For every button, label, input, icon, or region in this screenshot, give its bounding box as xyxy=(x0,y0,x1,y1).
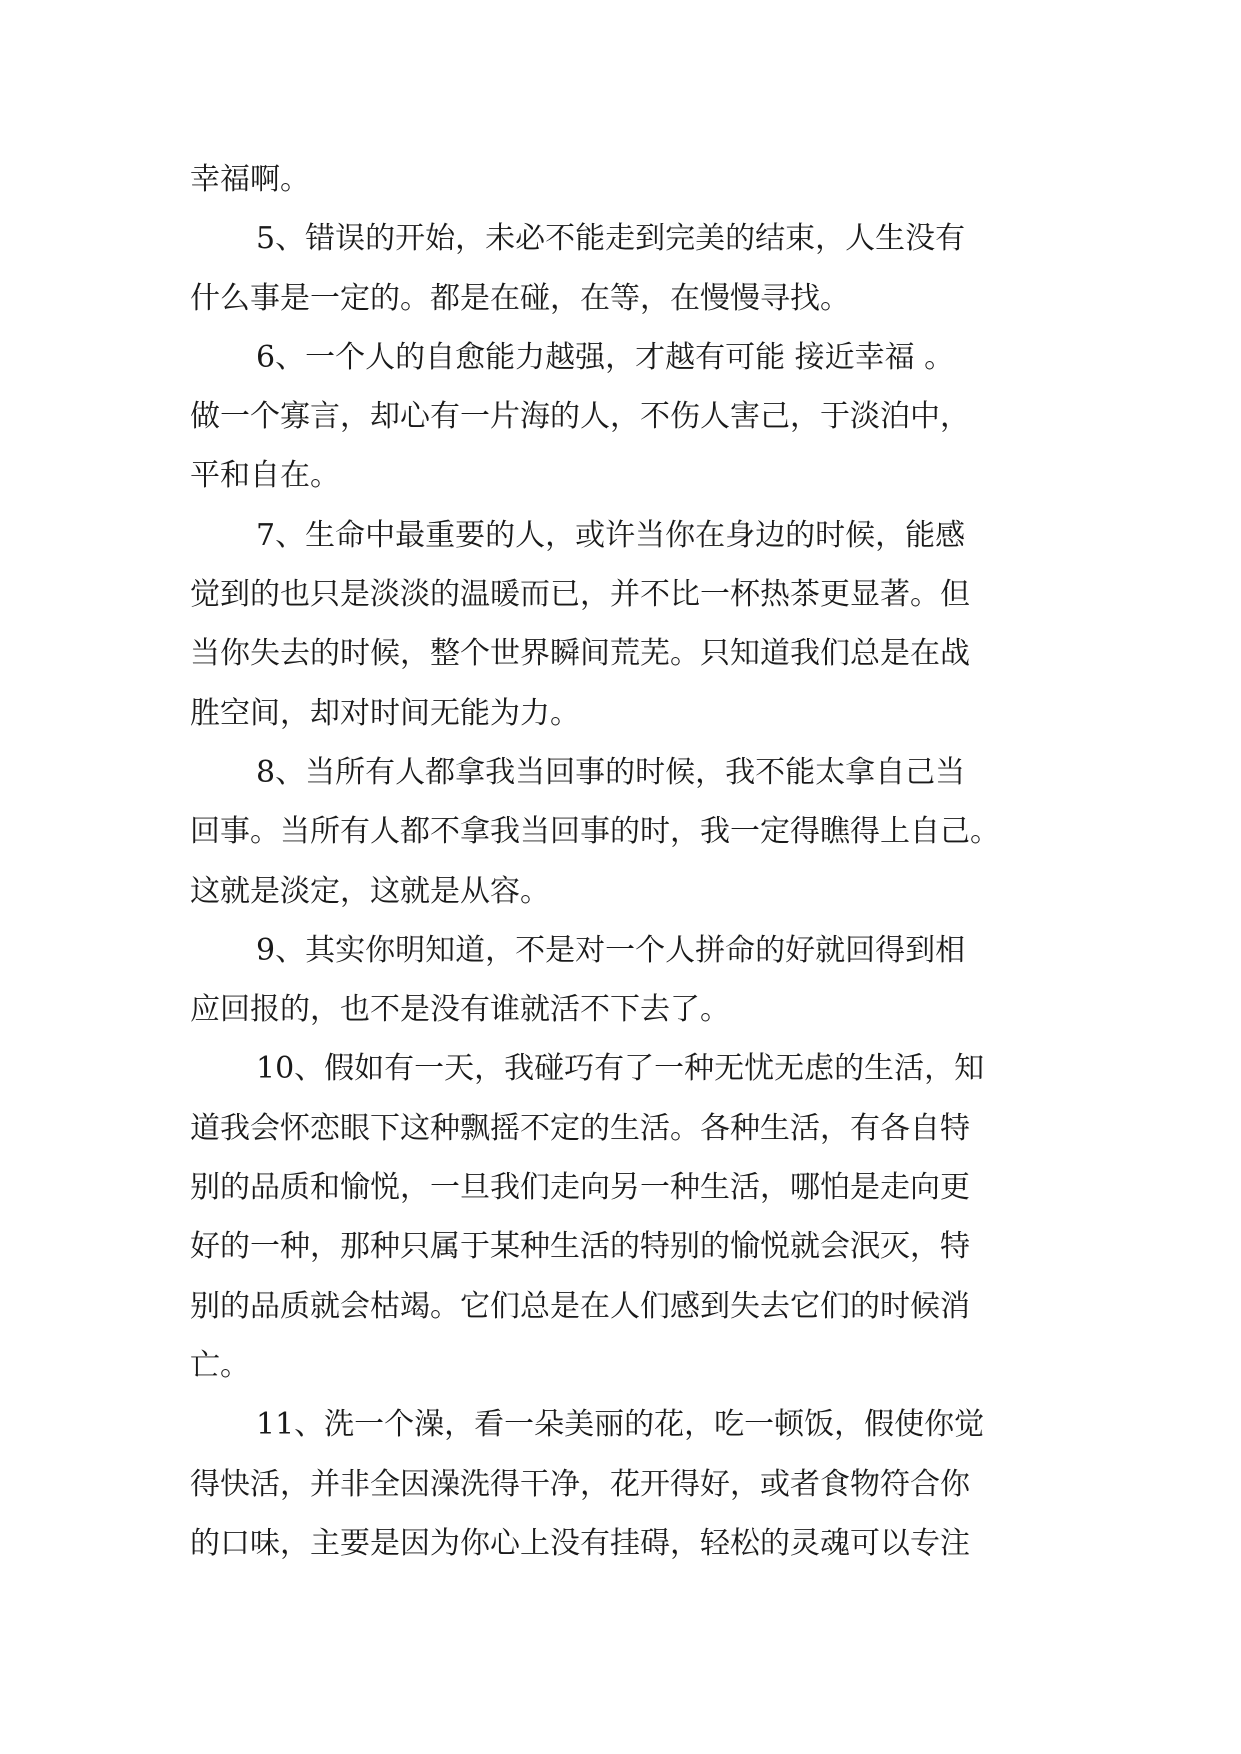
text-line: 亡。 xyxy=(190,1347,250,1383)
paragraph-8-line-1: 8、当所有人都拿我当回事的时候，我不能太拿自己当 xyxy=(256,754,966,790)
paragraph-7-line-1: 7、生命中最重要的人，或许当你在身边的时候，能感 xyxy=(256,517,966,553)
paragraph-5-line-1: 5、错误的开始，未必不能走到完美的结束，人生没有 xyxy=(256,221,966,257)
text-line: 什么事是一定的。都是在碰，在等，在慢慢寻找。 xyxy=(190,280,850,316)
paragraph-10-line-1: 10、假如有一天，我碰巧有了一种无忧无虑的生活，知 xyxy=(256,1051,985,1087)
text-line: 得快活，并非全因澡洗得干净，花开得好，或者食物符合你 xyxy=(190,1466,970,1502)
text-line: 这就是淡定，这就是从容。 xyxy=(190,873,550,909)
paragraph-9-line-1: 9、其实你明知道，不是对一个人拼命的好就回得到相 xyxy=(256,932,966,968)
text-line: 的口味，主要是因为你心上没有挂碍，轻松的灵魂可以专注 xyxy=(190,1525,970,1561)
text-line: 幸福啊。 xyxy=(190,162,310,197)
paragraph-6-line-1: 6、一个人的自愈能力越强，才越有可能 接近幸福 。 xyxy=(256,339,955,375)
text-line: 当你失去的时候，整个世界瞬间荒芜。只知道我们总是在战 xyxy=(190,636,970,672)
paragraph-11-line-1: 11、洗一个澡，看一朵美丽的花，吃一顿饭，假使你觉 xyxy=(256,1407,985,1443)
text-line: 别的品质和愉悦，一旦我们走向另一种生活，哪怕是走向更 xyxy=(190,1170,970,1206)
text-line: 好的一种，那种只属于某种生活的特别的愉悦就会泯灭，特 xyxy=(190,1229,970,1265)
text-line: 做一个寡言，却心有一片海的人，不伤人害己，于淡泊中， xyxy=(190,399,970,435)
text-line: 平和自在。 xyxy=(190,458,340,494)
text-line: 回事。当所有人都不拿我当回事的时，我一定得瞧得上自己。 xyxy=(190,814,1000,850)
text-line: 觉到的也只是淡淡的温暖而已，并不比一杯热茶更显著。但 xyxy=(190,577,970,613)
text-line: 道我会怀恋眼下这种飘摇不定的生活。各种生活，有各自特 xyxy=(190,1110,970,1146)
text-line: 胜空间，却对时间无能为力。 xyxy=(190,695,580,731)
document-body xyxy=(190,150,1058,1573)
text-line: 别的品质就会枯竭。它们总是在人们感到失去它们的时候消 xyxy=(190,1288,970,1324)
text-line: 应回报的，也不是没有谁就活不下去了。 xyxy=(190,992,730,1028)
